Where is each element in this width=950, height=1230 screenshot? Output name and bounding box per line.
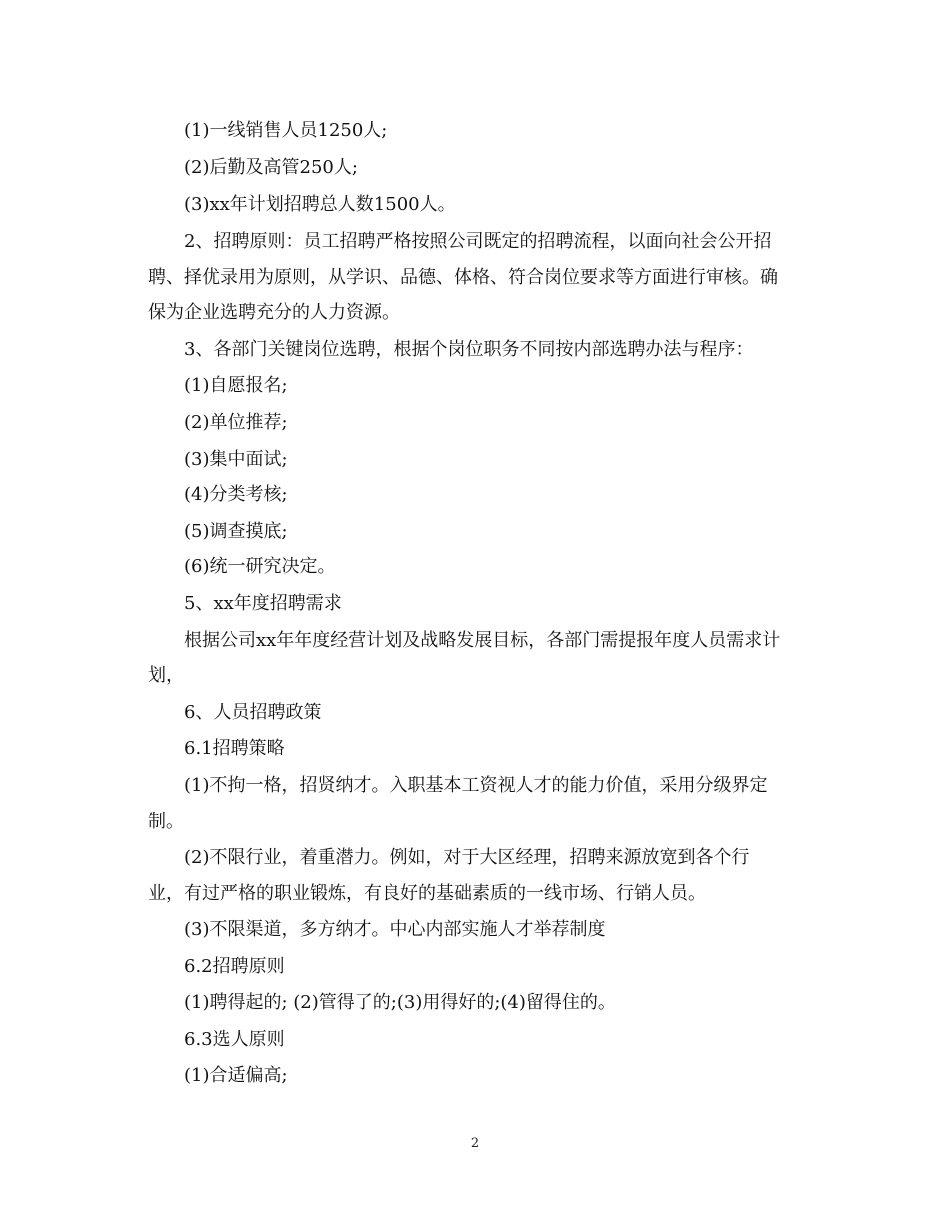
text-line: 6.2招聘原则 (184, 956, 285, 977)
text-line: 6.1招聘策略 (184, 738, 285, 759)
text-line: (2)单位推荐; (184, 412, 288, 433)
text-line: 6、人员招聘政策 (184, 702, 322, 723)
text-line: (2)不限行业，着重潜力。例如，对于大区经理，招聘来源放宽到各个行 (184, 847, 750, 868)
text-line: (1)一线销售人员1250人; (184, 120, 388, 141)
text-line: 3、各部门关键岗位选聘，根据个岗位职务不同按内部选聘办法与程序： (184, 339, 754, 360)
text-line: (3)xx年计划招聘总人数1500人。 (184, 194, 456, 215)
text-line: 6.3选人原则 (184, 1029, 285, 1050)
text-line: 保为企业选聘充分的人力资源。 (148, 302, 400, 323)
text-line: 聘、择优录用为原则，从学识、品德、体格、符合岗位要求等方面进行审核。确 (148, 267, 778, 288)
text-line: (1)合适偏高; (184, 1065, 288, 1086)
text-line: 制。 (148, 811, 184, 832)
text-line: (1)聘得起的; (2)管得了的;(3)用得好的;(4)留得住的。 (184, 992, 616, 1013)
text-line: (1)自愿报名; (184, 375, 288, 396)
text-line: (3)集中面试; (184, 449, 288, 470)
text-line: 根据公司xx年年度经营计划及战略发展目标，各部门需提报年度人员需求计 (184, 630, 781, 651)
text-line: 2、招聘原则：员工招聘严格按照公司既定的招聘流程，以面向社会公开招 (184, 231, 772, 252)
page-number: 2 (470, 1136, 480, 1151)
text-line: 5、xx年度招聘需求 (184, 593, 342, 614)
text-line: (1)不拘一格，招贤纳才。入职基本工资视人才的能力价值，采用分级界定 (184, 775, 768, 796)
text-line: 业，有过严格的职业锻炼，有良好的基础素质的一线市场、行销人员。 (148, 883, 706, 904)
text-line: (2)后勤及高管250人; (184, 157, 358, 178)
text-line: (5)调查摸底; (184, 521, 288, 542)
text-line: (3)不限渠道，多方纳才。中心内部实施人才举荐制度 (184, 919, 606, 940)
text-line: 划， (148, 665, 184, 686)
text-line: (6)统一研究决定。 (184, 556, 336, 577)
text-line: (4)分类考核; (184, 484, 288, 505)
